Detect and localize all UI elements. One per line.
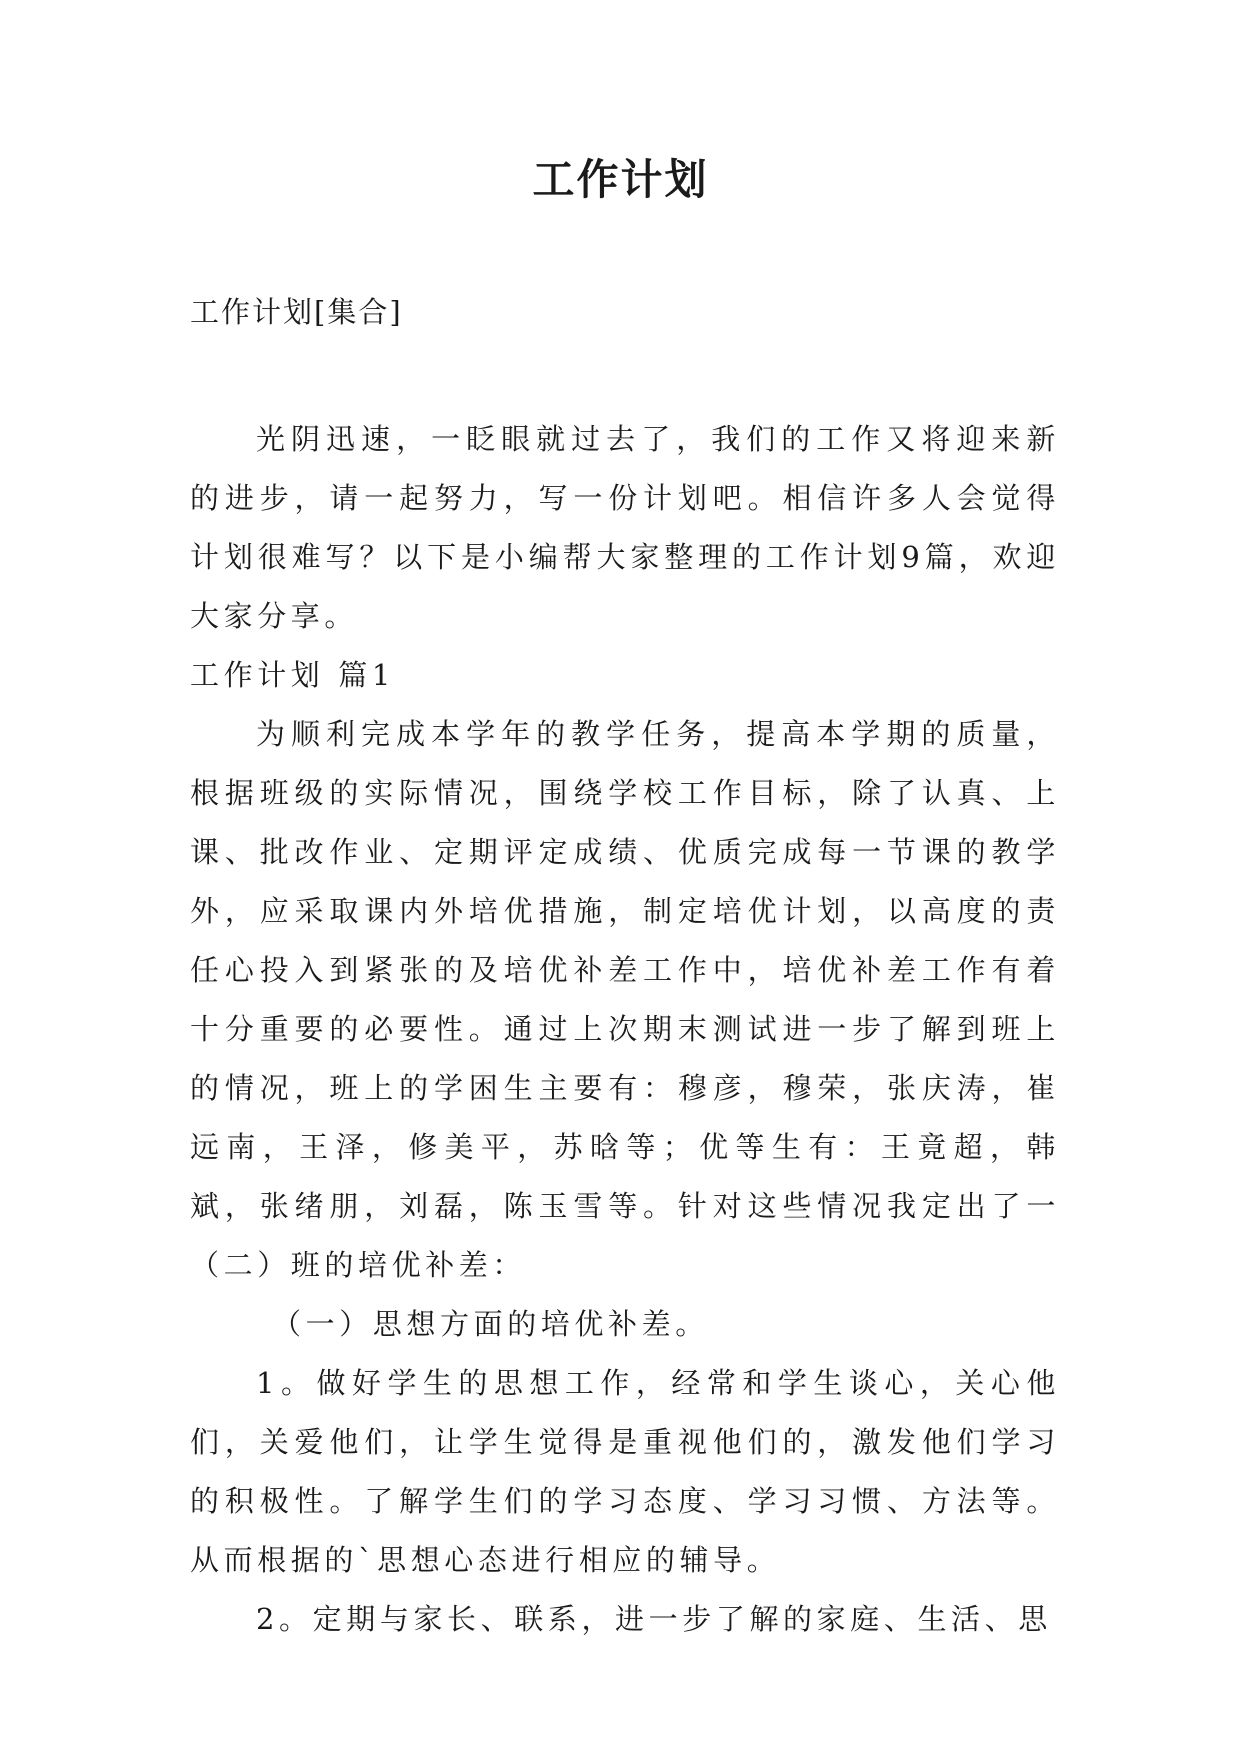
section-heading: 工作计划 篇1 (190, 658, 395, 692)
subsection-heading: （一）思想方面的培优补差。 (272, 1307, 709, 1341)
document-body (190, 410, 1060, 1649)
body-paragraph: 为顺利完成本学年的教学任务，提高本学期的质量，根据班级的实际情况，围绕学校工作目标，除了认真、上课、批改作业、定期评定成绩、优质完成每一节课的教学外，应采取课内外培优措施，制定培优计划，以高度的责任心投入到紧张的及培优补差工作中，培优补差工作有着十分重要的必要性。通过上次期末测试进一步了解到班上的情况，班上的学困生主要有：穆彦，穆荣，张庆涛，崔远南，王泽，修美平，苏晗等；优等生有：王竟超，韩斌，张绪朋，刘磊，陈玉雪等。针对这些情况我定出了一（二）班的培优补差： (190, 717, 1060, 1282)
list-item: 1。做好学生的思想工作，经常和学生谈心，关心他们，关爱他们，让学生觉得是重视他们的，激发他们学习的积极性。了解学生们的学习态度、学习习惯、方法等。从而根据的`思想心态进行相应的辅导。 (190, 1366, 1060, 1577)
document-subtitle: 工作计划[集合] (190, 295, 403, 329)
document-title: 工作计划 (532, 155, 709, 204)
intro-paragraph: 光阴迅速，一眨眼就过去了，我们的工作又将迎来新的进步，请一起努力，写一份计划吧。相信许多人会觉得计划很难写？以下是小编帮大家整理的工作计划9篇，欢迎大家分享。 (190, 422, 1060, 633)
list-item: 2。定期与家长、联系，进一步了解的家庭、生活、思 (256, 1602, 1052, 1636)
